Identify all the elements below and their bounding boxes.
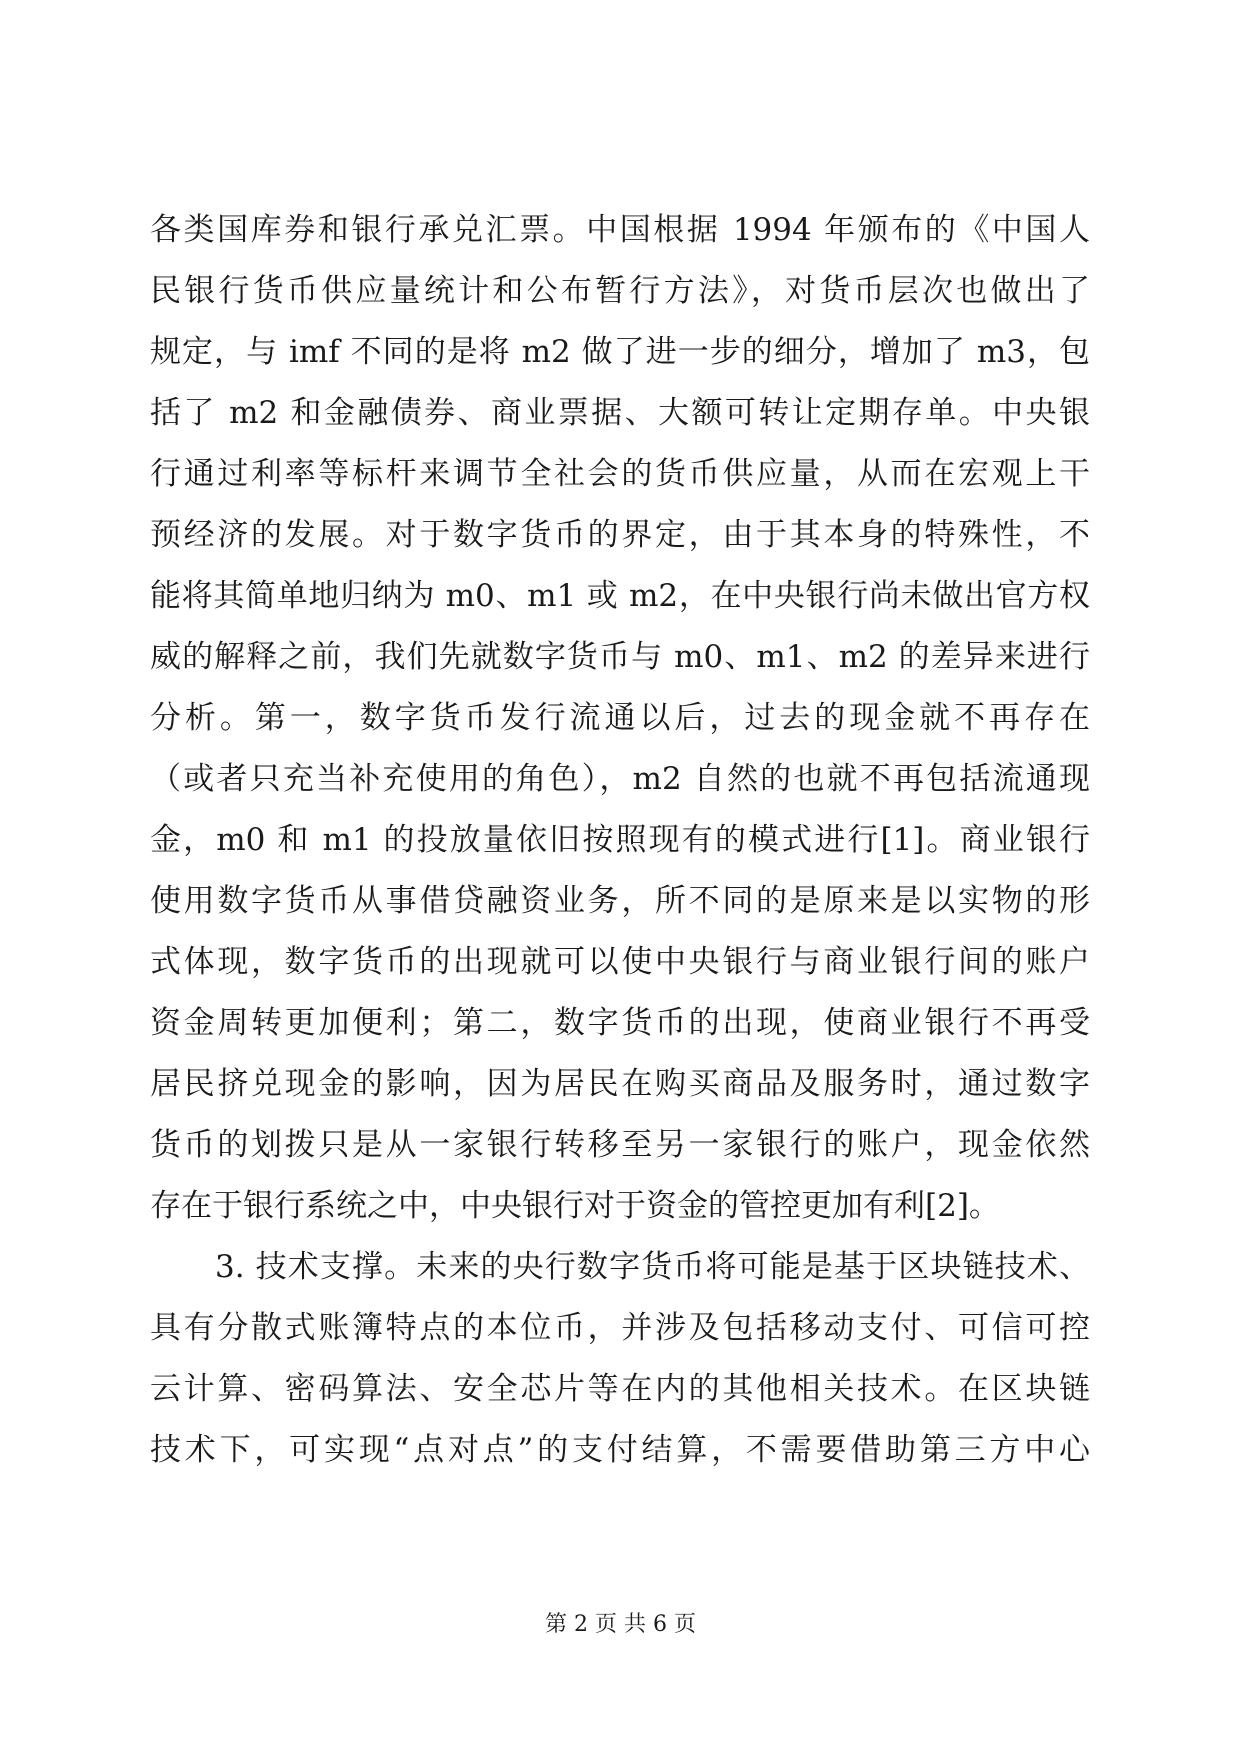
text-line: 民银行货币供应量统计和公布暂行方法》，对货币层次也做出了 xyxy=(150,273,1090,309)
text-line: （或者只充当补充使用的角色），m2 自然的也就不再包括流通现 xyxy=(150,761,1090,797)
text-line: 预经济的发展。对于数字货币的界定，由于其本身的特殊性，不 xyxy=(150,517,1090,553)
text-line: 3. 技术支撑。未来的央行数字货币将可能是基于区块链技术、 xyxy=(215,1249,1090,1285)
text-line: 威的解释之前，我们先就数字货币与 m0、m1、m2 的差异来进行 xyxy=(150,639,1090,675)
text-line: 金，m0 和 m1 的投放量依旧按照现有的模式进行[1]。商业银行 xyxy=(150,822,1090,858)
text-line: 括了 m2 和金融债券、商业票据、大额可转让定期存单。中央银 xyxy=(150,395,1090,431)
text-line: 存在于银行系统之中，中央银行对于资金的管控更加有利[2]。 xyxy=(150,1188,1000,1224)
text-line: 货币的划拨只是从一家银行转移至另一家银行的账户，现金依然 xyxy=(150,1127,1090,1163)
text-line: 各类国库券和银行承兑汇票。中国根据 1994 年颁布的《中国人 xyxy=(150,212,1090,248)
text-line: 能将其简单地归纳为 m0、m1 或 m2，在中央银行尚未做出官方权 xyxy=(150,578,1090,614)
text-line: 行通过利率等标杆来调节全社会的货币供应量，从而在宏观上干 xyxy=(150,456,1090,492)
text-line: 具有分散式账簿特点的本位币，并涉及包括移动支付、可信可控 xyxy=(150,1310,1090,1346)
text-line: 使用数字货币从事借贷融资业务，所不同的是原来是以实物的形 xyxy=(150,883,1090,919)
text-line: 居民挤兑现金的影响，因为居民在购买商品及服务时，通过数字 xyxy=(150,1066,1090,1102)
text-line: 规定，与 imf 不同的是将 m2 做了进一步的细分，增加了 m3，包 xyxy=(150,334,1090,370)
text-line: 资金周转更加便利；第二，数字货币的出现，使商业银行不再受 xyxy=(150,1005,1090,1041)
text-line: 云计算、密码算法、安全芯片等在内的其他相关技术。在区块链 xyxy=(150,1371,1090,1407)
text-line: 式体现，数字货币的出现就可以使中央银行与商业银行间的账户 xyxy=(150,944,1090,980)
page-number: 第 2 页 共 6 页 xyxy=(545,1612,696,1637)
text-line: 技术下，可实现“点对点”的支付结算，不需要借助第三方中心 xyxy=(150,1432,1090,1468)
text-line: 分析。第一，数字货币发行流通以后，过去的现金就不再存在 xyxy=(150,700,1090,736)
